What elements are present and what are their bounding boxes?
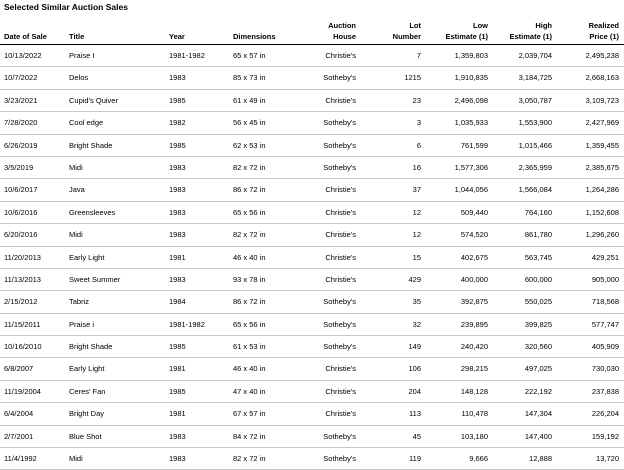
- auction-house-cell: Christie's: [325, 386, 356, 396]
- realized-price-cell: 429,251: [591, 252, 619, 262]
- auction-house-cell: Christie's: [325, 230, 356, 240]
- lot-number-cell: 32: [412, 319, 421, 329]
- high-estimate-cell: 12,888: [529, 454, 552, 464]
- lot-number-cell: 12: [412, 207, 421, 217]
- auction-sales-table: [0, 14, 624, 470]
- high-estimate-cell: 1,015,466: [518, 140, 552, 150]
- year-cell: 1983: [169, 230, 186, 240]
- year-cell: 1983: [169, 454, 186, 464]
- realized-price-cell: 1,359,455: [585, 140, 619, 150]
- lot-number-cell: 7: [416, 51, 421, 60]
- low-estimate-cell: 1,044,056: [454, 185, 488, 195]
- year-cell: 1981: [169, 252, 186, 262]
- year-cell: 1981: [169, 409, 186, 419]
- table-row: [0, 247, 624, 269]
- year-cell: 1985: [169, 95, 186, 105]
- low-estimate-cell: 9,666: [469, 454, 488, 464]
- low-estimate-cell: 509,440: [460, 207, 488, 217]
- table-row: [0, 135, 624, 157]
- table-row: [0, 314, 624, 336]
- title-cell: Early Light: [69, 364, 105, 374]
- lot-number-cell: 113: [409, 409, 421, 419]
- date-cell: 6/26/2019: [4, 140, 38, 150]
- high-estimate-cell: 563,745: [524, 252, 552, 262]
- table-row: [0, 45, 624, 67]
- year-cell: 1981-1982: [169, 51, 205, 60]
- header-dimensions: Dimensions: [233, 32, 276, 41]
- high-estimate-cell: 1,553,900: [518, 118, 552, 128]
- table-body: [0, 45, 624, 470]
- auction-house-cell: Sotheby's: [323, 118, 356, 128]
- high-estimate-cell: 3,184,725: [518, 73, 552, 83]
- high-estimate-cell: 861,780: [524, 230, 552, 240]
- low-estimate-cell: 240,420: [460, 342, 488, 352]
- lot-number-cell: 45: [412, 431, 421, 441]
- table-row: [0, 336, 624, 358]
- date-cell: 11/15/2011: [4, 319, 41, 329]
- dimensions-cell: 93 x 78 in: [233, 274, 266, 284]
- low-estimate-cell: 1,577,306: [454, 162, 488, 172]
- realized-price-cell: 159,192: [591, 431, 619, 441]
- table-row: [0, 426, 624, 448]
- low-estimate-cell: 1,910,835: [454, 73, 488, 83]
- high-estimate-cell: 600,000: [524, 274, 552, 284]
- year-cell: 1983: [169, 185, 186, 195]
- high-estimate-cell: 2,039,704: [518, 51, 552, 60]
- header-auction-house: Auction House: [328, 21, 356, 41]
- dimensions-cell: 46 x 40 in: [233, 252, 266, 262]
- realized-price-cell: 1,296,260: [585, 230, 619, 240]
- dimensions-cell: 84 x 72 in: [233, 431, 266, 441]
- high-estimate-cell: 147,400: [524, 431, 552, 441]
- lot-number-cell: 35: [412, 297, 421, 307]
- date-cell: 10/13/2022: [4, 51, 42, 60]
- dimensions-cell: 67 x 57 in: [233, 409, 266, 419]
- table-title: Selected Similar Auction Sales: [4, 2, 128, 12]
- auction-house-cell: Sotheby's: [323, 342, 356, 352]
- title-cell: Tabriz: [69, 297, 90, 307]
- table-row: [0, 179, 624, 201]
- title-cell: Ceres' Fan: [69, 386, 106, 396]
- realized-price-cell: 237,838: [591, 386, 619, 396]
- year-cell: 1981-1982: [169, 319, 205, 329]
- low-estimate-cell: 298,215: [460, 364, 488, 374]
- low-estimate-cell: 400,000: [460, 274, 488, 284]
- dimensions-cell: 65 x 57 in: [233, 51, 266, 60]
- auction-house-cell: Sotheby's: [323, 297, 356, 307]
- table-row: [0, 381, 624, 403]
- title-cell: Praise i: [69, 319, 95, 329]
- realized-price-cell: 2,668,163: [585, 73, 619, 83]
- auction-house-cell: Christie's: [325, 185, 356, 195]
- low-estimate-cell: 402,675: [460, 252, 488, 262]
- realized-price-cell: 905,000: [591, 274, 619, 284]
- date-cell: 6/8/2007: [4, 364, 34, 374]
- header-date: Date of Sale: [4, 32, 47, 41]
- high-estimate-cell: 3,050,787: [518, 95, 552, 105]
- high-estimate-cell: 222,192: [524, 386, 552, 396]
- realized-price-cell: 1,264,286: [585, 185, 619, 195]
- auction-house-cell: Christie's: [325, 274, 356, 284]
- dimensions-cell: 61 x 49 in: [233, 95, 266, 105]
- auction-house-cell: Sotheby's: [323, 140, 356, 150]
- date-cell: 2/15/2012: [4, 297, 38, 307]
- dimensions-cell: 82 x 72 in: [233, 230, 266, 240]
- realized-price-cell: 2,495,238: [585, 51, 619, 60]
- auction-house-cell: Christie's: [325, 51, 356, 60]
- realized-price-cell: 13,720: [596, 454, 619, 464]
- table-header: [0, 14, 624, 45]
- high-estimate-cell: 764,160: [524, 207, 552, 217]
- title-cell: Delos: [69, 73, 89, 83]
- realized-price-cell: 405,909: [591, 342, 619, 352]
- date-cell: 6/20/2016: [4, 230, 38, 240]
- title-cell: Java: [69, 185, 85, 195]
- title-cell: Bright Shade: [69, 140, 113, 150]
- lot-number-cell: 119: [409, 454, 421, 464]
- year-cell: 1982: [169, 118, 186, 128]
- table-row: [0, 112, 624, 134]
- lot-number-cell: 6: [416, 140, 421, 150]
- year-cell: 1983: [169, 431, 186, 441]
- lot-number-cell: 12: [412, 230, 421, 240]
- realized-price-cell: 1,152,608: [585, 207, 619, 217]
- auction-house-cell: Christie's: [325, 95, 356, 105]
- year-cell: 1983: [169, 274, 186, 284]
- table-row: [0, 358, 624, 380]
- low-estimate-cell: 103,180: [460, 431, 488, 441]
- dimensions-cell: 56 x 45 in: [233, 118, 266, 128]
- year-cell: 1985: [169, 386, 186, 396]
- dimensions-cell: 46 x 40 in: [233, 364, 266, 374]
- dimensions-cell: 62 x 53 in: [233, 140, 266, 150]
- table-row: [0, 202, 624, 224]
- title-cell: Cool edge: [69, 118, 104, 128]
- date-cell: 10/6/2017: [4, 185, 38, 195]
- date-cell: 6/4/2004: [4, 409, 34, 419]
- date-cell: 10/6/2016: [4, 207, 38, 217]
- title-cell: Blue Shot: [69, 431, 102, 441]
- realized-price-cell: 2,427,969: [585, 118, 619, 128]
- date-cell: 3/5/2019: [4, 162, 34, 172]
- dimensions-cell: 82 x 72 in: [233, 454, 266, 464]
- high-estimate-cell: 320,560: [524, 342, 552, 352]
- dimensions-cell: 82 x 72 in: [233, 162, 266, 172]
- title-cell: Bright Shade: [69, 342, 113, 352]
- header-lot-number: Lot Number: [392, 21, 421, 41]
- realized-price-cell: 3,109,723: [585, 95, 619, 105]
- dimensions-cell: 47 x 40 in: [233, 386, 266, 396]
- realized-price-cell: 718,568: [591, 297, 619, 307]
- low-estimate-cell: 2,496,098: [454, 95, 488, 105]
- date-cell: 7/28/2020: [4, 118, 38, 128]
- lot-number-cell: 3: [416, 118, 421, 128]
- dimensions-cell: 61 x 53 in: [233, 342, 266, 352]
- header-realized-price: Realized Price (1): [588, 21, 619, 41]
- auction-house-cell: Sotheby's: [323, 162, 356, 172]
- realized-price-cell: 2,385,675: [585, 162, 619, 172]
- low-estimate-cell: 392,875: [460, 297, 488, 307]
- low-estimate-cell: 761,599: [460, 140, 488, 150]
- lot-number-cell: 106: [408, 364, 421, 374]
- year-cell: 1981: [169, 364, 186, 374]
- low-estimate-cell: 1,035,933: [454, 118, 488, 128]
- table-row: [0, 67, 624, 89]
- dimensions-cell: 85 x 73 in: [233, 73, 266, 83]
- lot-number-cell: 16: [412, 162, 421, 172]
- date-cell: 2/7/2001: [4, 431, 34, 441]
- low-estimate-cell: 110,478: [461, 409, 488, 419]
- header-title: Title: [69, 32, 85, 41]
- high-estimate-cell: 399,825: [524, 319, 552, 329]
- lot-number-cell: 23: [412, 95, 421, 105]
- table-row: [0, 448, 624, 470]
- lot-number-cell: 204: [408, 386, 421, 396]
- table-row: [0, 403, 624, 425]
- date-cell: 10/7/2022: [4, 73, 38, 83]
- title-cell: Bright Day: [69, 409, 105, 419]
- header-year: Year: [169, 32, 185, 41]
- title-cell: Greensleeves: [69, 207, 116, 217]
- auction-house-cell: Christie's: [325, 207, 356, 217]
- header-high-estimate: High Estimate (1): [509, 21, 552, 41]
- year-cell: 1985: [169, 140, 186, 150]
- auction-house-cell: Sotheby's: [323, 73, 356, 83]
- year-cell: 1984: [169, 297, 186, 307]
- low-estimate-cell: 1,359,803: [454, 51, 488, 60]
- lot-number-cell: 1215: [404, 73, 421, 83]
- lot-number-cell: 15: [412, 252, 421, 262]
- table-row: [0, 224, 624, 246]
- high-estimate-cell: 550,025: [524, 297, 552, 307]
- date-cell: 11/20/2013: [4, 252, 41, 262]
- realized-price-cell: 577,747: [591, 319, 619, 329]
- header-low-estimate: Low Estimate (1): [445, 21, 488, 41]
- auction-house-cell: Sotheby's: [323, 454, 356, 464]
- title-cell: Early Light: [69, 252, 105, 262]
- auction-house-cell: Christie's: [325, 252, 356, 262]
- title-cell: Cupid's Quiver: [69, 95, 118, 105]
- low-estimate-cell: 148,128: [460, 386, 488, 396]
- auction-house-cell: Christie's: [325, 409, 356, 419]
- dimensions-cell: 86 x 72 in: [233, 185, 266, 195]
- low-estimate-cell: 239,895: [460, 319, 488, 329]
- table-row: [0, 157, 624, 179]
- lot-number-cell: 429: [408, 274, 421, 284]
- year-cell: 1983: [169, 162, 186, 172]
- title-cell: Midi: [69, 162, 83, 172]
- high-estimate-cell: 147,304: [524, 409, 552, 419]
- table-row: [0, 291, 624, 313]
- dimensions-cell: 86 x 72 in: [233, 297, 266, 307]
- realized-price-cell: 730,030: [591, 364, 619, 374]
- year-cell: 1985: [169, 342, 186, 352]
- realized-price-cell: 226,204: [591, 409, 619, 419]
- auction-house-cell: Sotheby's: [323, 319, 356, 329]
- low-estimate-cell: 574,520: [460, 230, 488, 240]
- date-cell: 11/13/2013: [4, 274, 41, 284]
- title-cell: Sweet Summer: [69, 274, 121, 284]
- date-cell: 3/23/2021: [4, 95, 38, 105]
- title-cell: Midi: [69, 230, 83, 240]
- high-estimate-cell: 497,025: [524, 364, 552, 374]
- high-estimate-cell: 1,566,084: [518, 185, 552, 195]
- table-row: [0, 90, 624, 112]
- date-cell: 11/4/1992: [4, 454, 37, 464]
- table-row: [0, 269, 624, 291]
- high-estimate-cell: 2,365,959: [518, 162, 552, 172]
- date-cell: 10/16/2010: [4, 342, 42, 352]
- auction-house-cell: Sotheby's: [323, 431, 356, 441]
- year-cell: 1983: [169, 207, 186, 217]
- lot-number-cell: 37: [412, 185, 421, 195]
- lot-number-cell: 149: [408, 342, 421, 352]
- year-cell: 1983: [169, 73, 186, 83]
- auction-house-cell: Christie's: [325, 364, 356, 374]
- dimensions-cell: 65 x 56 in: [233, 207, 266, 217]
- dimensions-cell: 65 x 56 in: [233, 319, 266, 329]
- title-cell: Praise I: [69, 51, 95, 60]
- date-cell: 11/19/2004: [4, 386, 41, 396]
- title-cell: Midi: [69, 454, 83, 464]
